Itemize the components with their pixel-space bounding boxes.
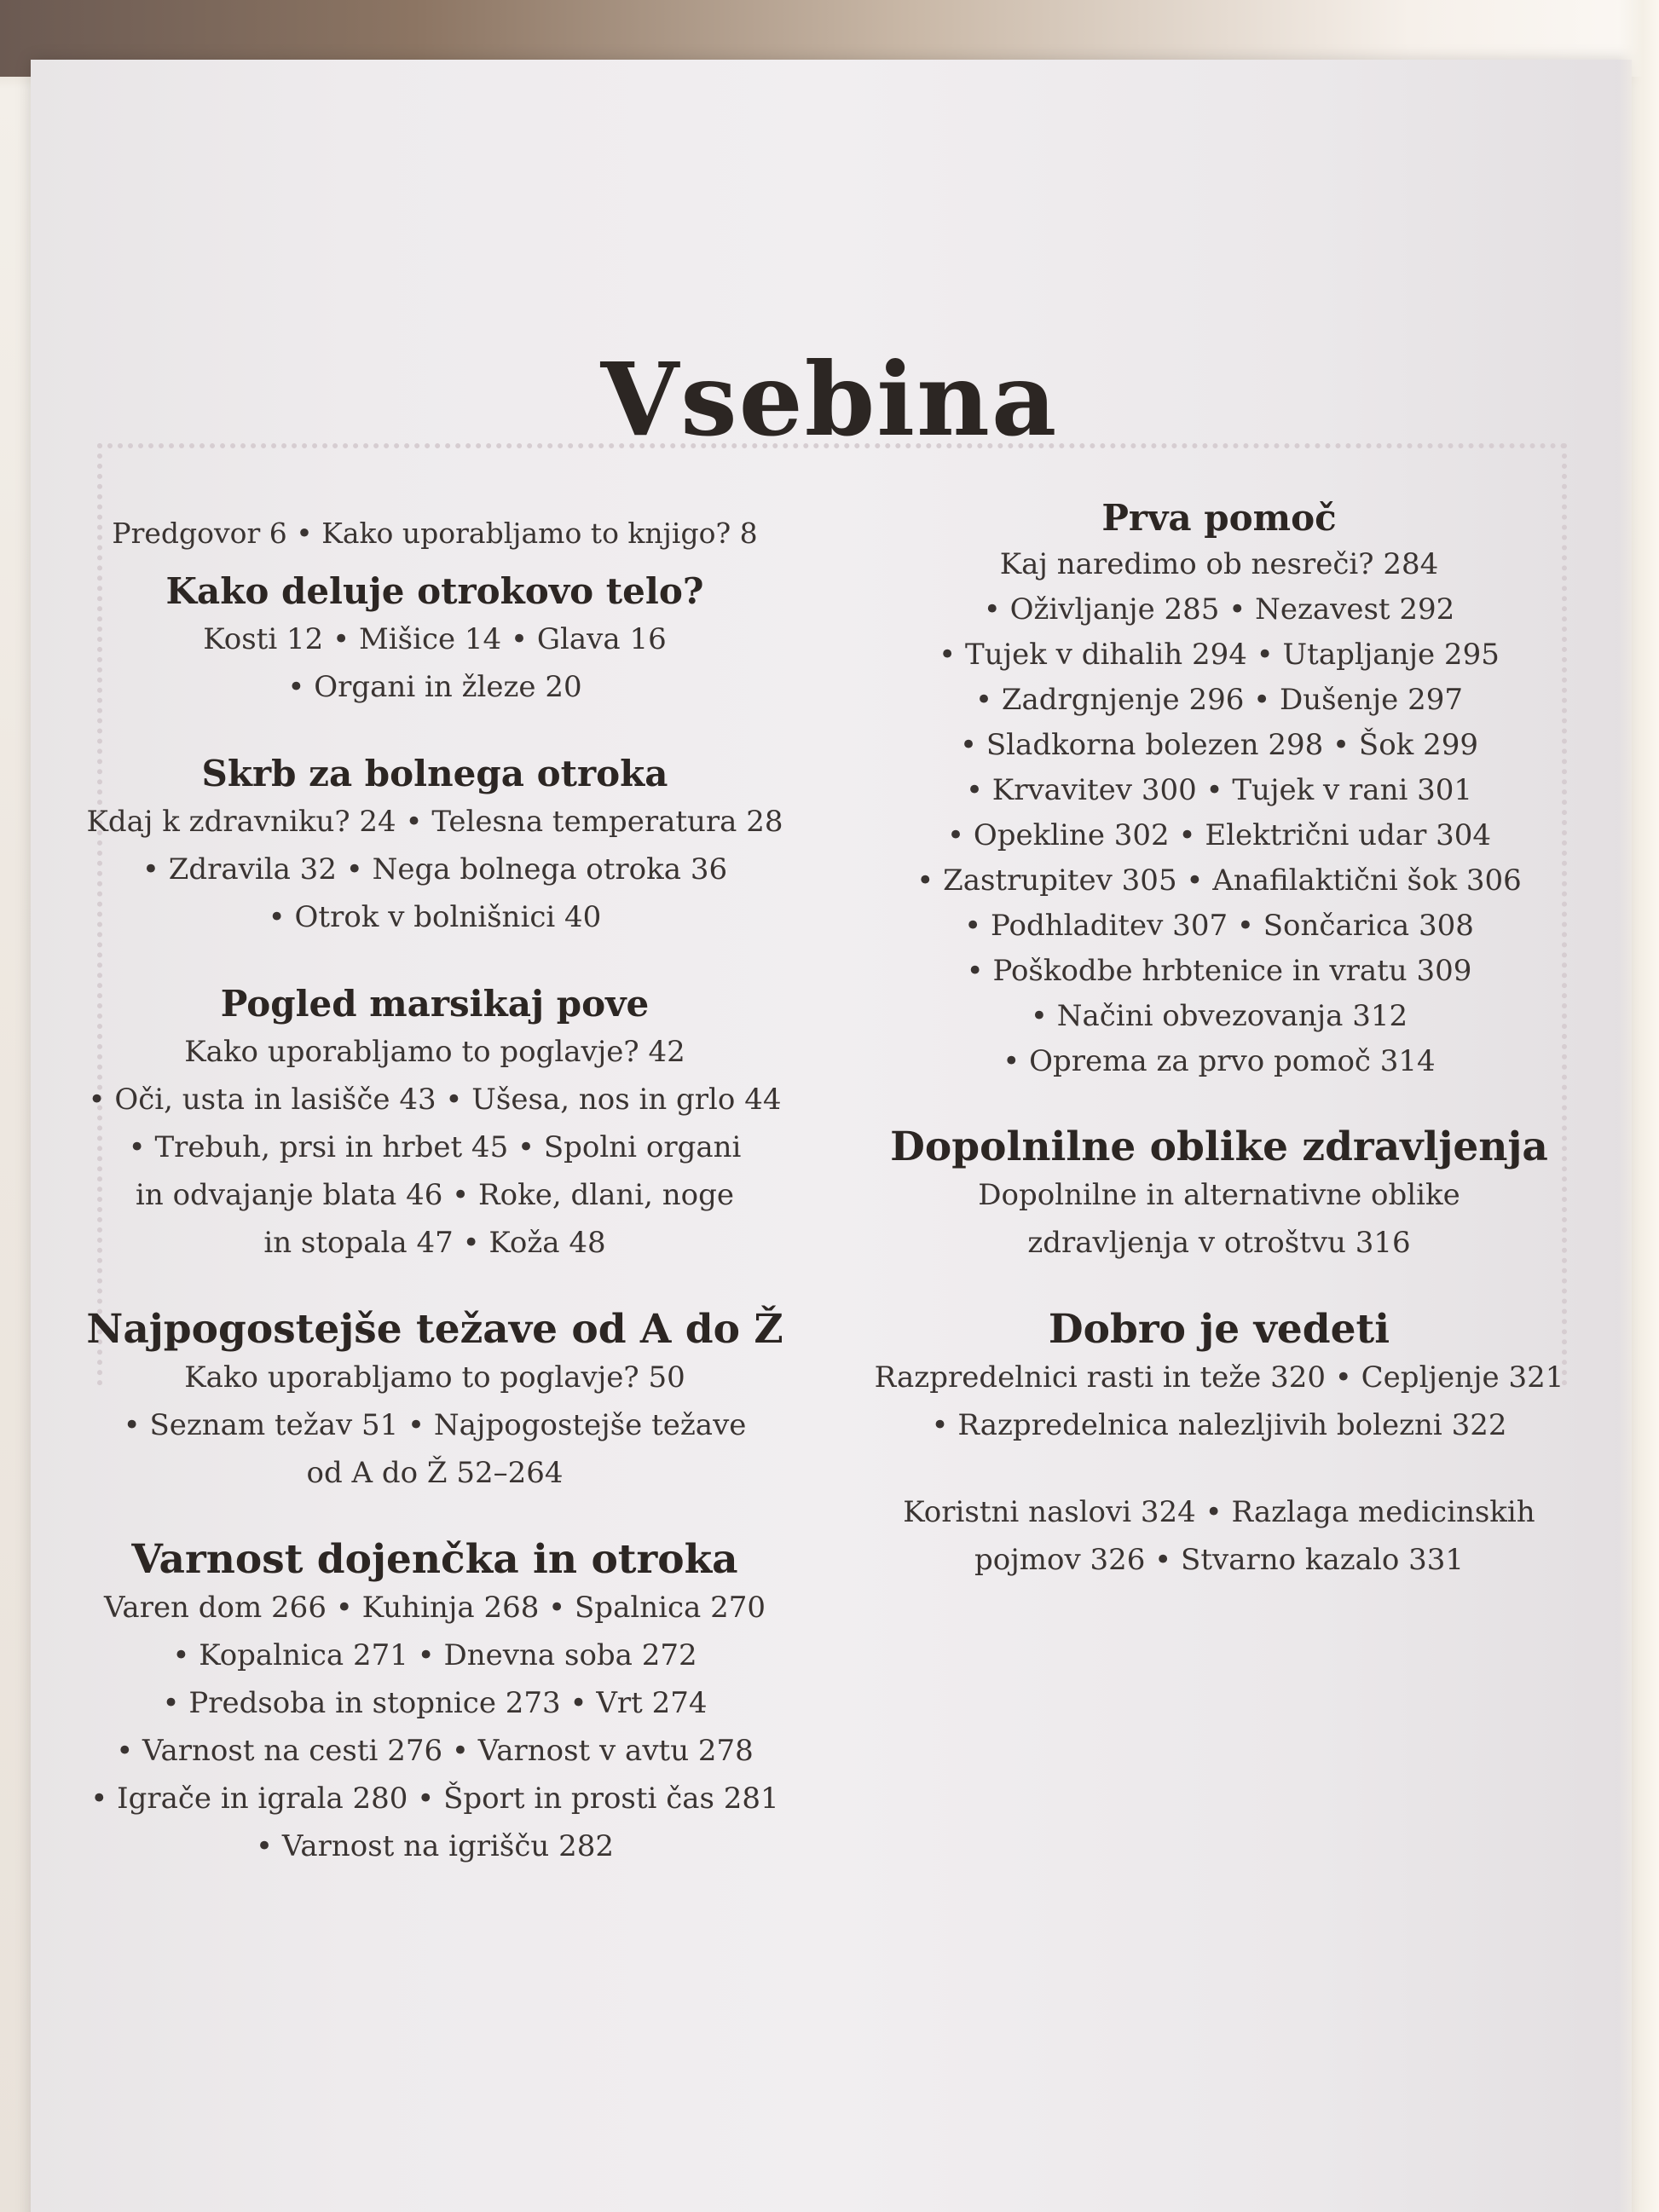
section-title: Dopolnilne oblike zdravljenja: [890, 1123, 1548, 1170]
closing-block: [853, 1488, 1586, 1584]
section-title: Kako deluje otrokovo telo?: [165, 570, 704, 612]
section-title: Dobro je vedeti: [1048, 1306, 1390, 1353]
entry-line: • Sladkorna bolezen 298 • Šok 299: [960, 728, 1478, 762]
entry-line: • Načini obvezovanja 312: [1030, 999, 1408, 1033]
entry-line: • Igrače in igrala 280 • Šport in prosti čas 281: [90, 1782, 779, 1816]
left-column: [26, 511, 844, 1909]
entry-line: in odvajanje blata 46 • Roke, dlani, noge: [135, 1178, 734, 1212]
entry-line: od A do Ž 52–264: [306, 1456, 564, 1490]
entry-line: zdravljenja v otroštvu 316: [1027, 1226, 1411, 1260]
entry-line: • Organi in žleze 20: [287, 670, 582, 704]
entry-line: Dopolnilne in alternativne oblike: [978, 1178, 1460, 1212]
section-title: Pogled marsikaj pove: [220, 983, 650, 1025]
section-title: Varnost dojenčka in otroka: [131, 1536, 738, 1583]
entry-line: • Opekline 302 • Električni udar 304: [946, 818, 1492, 852]
entry-line: • Krvavitev 300 • Tujek v rani 301: [965, 773, 1473, 807]
entry-line: • Otrok v bolnišnici 40: [268, 900, 602, 934]
intro-line: Predgovor 6 • Kako uporabljamo to knjigo? 8: [112, 517, 758, 550]
entry-line: pojmov 326 • Stvarno kazalo 331: [974, 1543, 1465, 1577]
entry-line: • Oči, usta in lasišče 43 • Ušesa, nos in grlo 44: [88, 1083, 782, 1117]
entry-line: • Kopalnica 271 • Dnevna soba 272: [172, 1638, 697, 1672]
section-title: Skrb za bolnega otroka: [201, 753, 668, 794]
entry-line: • Tujek v dihalih 294 • Utapljanje 295: [939, 638, 1500, 672]
page-edge-highlight: [1618, 0, 1659, 2212]
toc-section: [853, 494, 1586, 1084]
toc-section: [26, 1536, 844, 1870]
toc-section: [26, 750, 844, 941]
entry-line: • Oživljanje 285 • Nezavest 292: [983, 592, 1455, 627]
entry-line: Kako uporabljamo to poglavje? 42: [184, 1035, 685, 1069]
entry-line: Kaj naredimo ob nesreči? 284: [999, 547, 1439, 581]
entry-line: Kosti 12 • Mišice 14 • Glava 16: [203, 622, 667, 656]
page-title: Vsebina: [600, 340, 1059, 459]
section-title: Prva pomoč: [1101, 497, 1337, 539]
toc-section: [26, 1306, 844, 1497]
toc-section: [853, 1306, 1586, 1449]
entry-line: in stopala 47 • Koža 48: [263, 1226, 606, 1260]
entry-line: • Varnost na cesti 276 • Varnost v avtu 278: [116, 1734, 754, 1768]
entry-line: • Varnost na igrišču 282: [256, 1829, 614, 1863]
toc-section: [853, 1123, 1586, 1267]
toc-section: [26, 980, 844, 1267]
entry-line: • Zastrupitev 305 • Anafilaktični šok 306: [916, 863, 1522, 898]
entry-line: • Zadrgnjenje 296 • Dušenje 297: [974, 683, 1464, 717]
entry-line: Razpredelnici rasti in teže 320 • Cepljenje 321: [874, 1360, 1564, 1395]
entry-line: • Razpredelnica nalezljivih bolezni 322: [931, 1408, 1507, 1442]
entry-line: • Oprema za prvo pomoč 314: [1003, 1044, 1436, 1078]
entry-line: Koristni naslovi 324 • Razlaga medicinskih: [903, 1495, 1535, 1529]
entry-line: Kdaj k zdravniku? 24 • Telesna temperatura 28: [86, 805, 783, 839]
entry-line: • Trebuh, prsi in hrbet 45 • Spolni organi: [128, 1130, 742, 1164]
entry-line: Varen dom 266 • Kuhinja 268 • Spalnica 270: [103, 1591, 766, 1625]
right-column: [853, 494, 1586, 1623]
entry-line: Kako uporabljamo to poglavje? 50: [184, 1360, 685, 1395]
entry-line: • Seznam težav 51 • Najpogostejše težave: [123, 1408, 747, 1442]
entry-line: • Predsoba in stopnice 273 • Vrt 274: [162, 1686, 708, 1720]
entry-line: • Podhladitev 307 • Sončarica 308: [964, 909, 1474, 943]
entry-line: • Poškodbe hrbtenice in vratu 309: [966, 954, 1472, 988]
section-title: Najpogostejše težave od A do Ž: [86, 1306, 783, 1353]
entry-line: • Zdravila 32 • Nega bolnega otroka 36: [142, 852, 728, 887]
toc-section: [26, 568, 844, 711]
